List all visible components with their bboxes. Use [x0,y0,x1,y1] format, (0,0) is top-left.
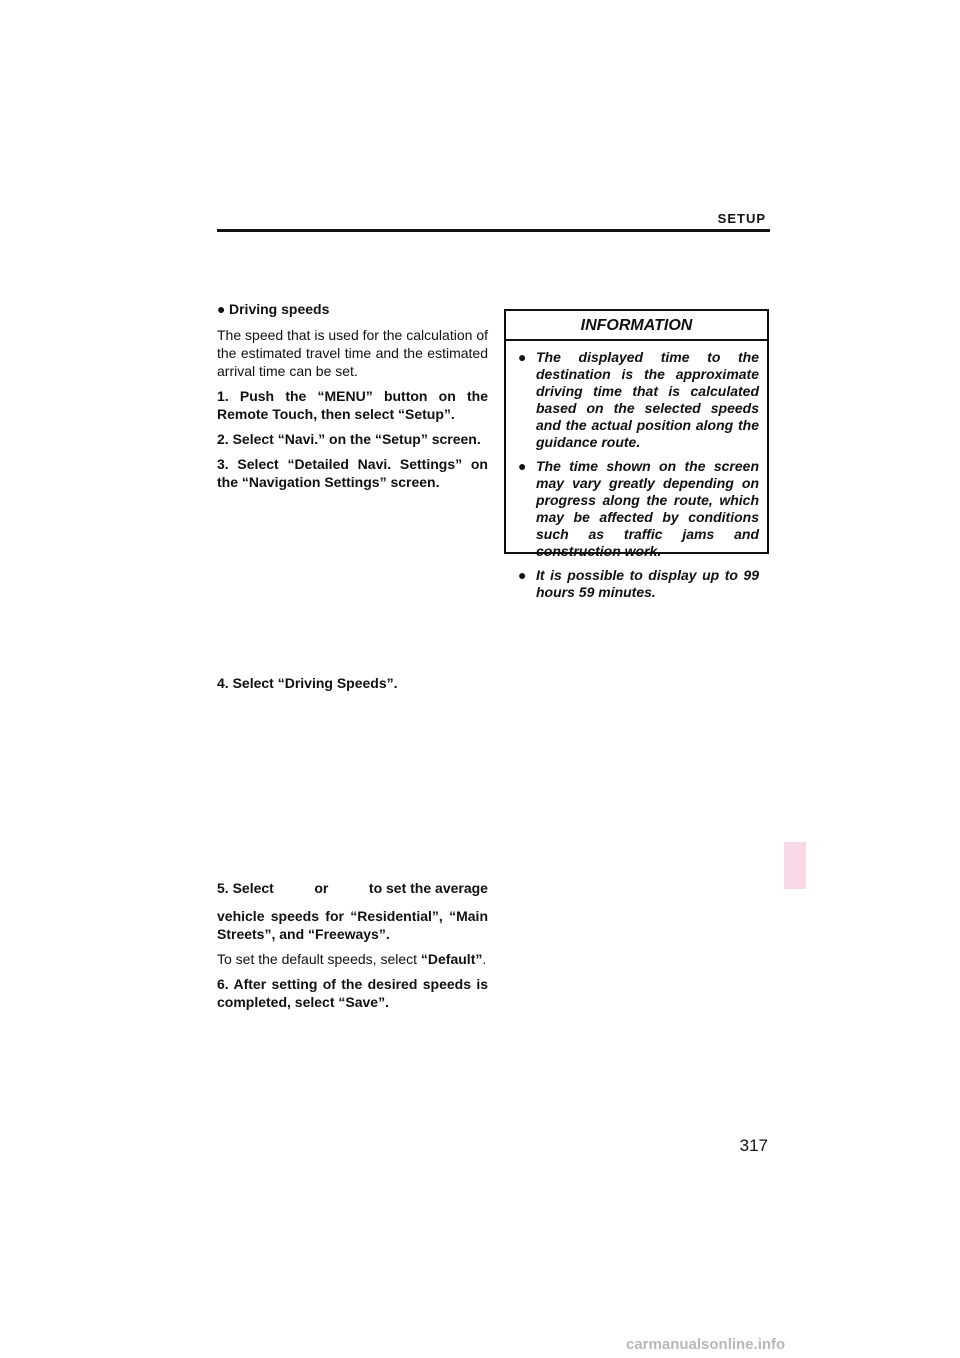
bullet-icon: ● [518,458,527,474]
information-box [504,309,769,600]
step5-or: or [314,880,329,896]
step5-to-set: to set the average [368,880,488,896]
step-1: 1. Push the “MENU” button on the Remote Touch, then select “Setup”. [217,388,488,422]
information-list [506,341,767,601]
information-item: ● It is possible to display up to 99 hours 59 minutes. [518,567,759,600]
page-number: 317 [739,1136,768,1155]
bullet-icon: ● [518,567,527,583]
default-label: “Default” [420,951,483,967]
default-instruction: To set the default speeds, select “Default”. [217,951,487,967]
intro-section [217,300,488,491]
footer-watermark: carmanualsonline.info [626,1336,786,1353]
information-item: ● The time shown on the screen may vary greatly depending on progress along the route, which may be affected by conditions such as traffic jams and construction work. [518,458,759,559]
bullet-heading: ● Driving speeds [217,301,330,317]
header-rule [217,229,770,232]
step-4: 4. Select “Driving Speeds”. [217,675,398,691]
step-3: 3. Select “Detailed Navi. Settings” on the “Navigation Settings” screen. [217,456,488,490]
bullet-icon: ● [217,301,226,317]
section-title: SETUP [717,211,766,226]
information-item: ● The displayed time to the destination is the approximate driving time that is calculated based on the selected speeds and the actual position along the guidance route. [518,349,759,450]
information-title: INFORMATION [506,311,767,341]
intro-text: The speed that is used for the calculation of the estimated travel time and the estimated arrival time can be set. [217,327,488,379]
section-tab-marker [784,842,806,889]
step5-select: 5. Select [217,880,274,896]
step-5 [217,879,488,1011]
step5-text: vehicle speeds for “Residential”, “Main Streets”, and “Freeways”. [217,908,488,942]
step-2: 2. Select “Navi.” on the “Setup” screen. [217,431,481,447]
step-6: 6. After setting of the desired speeds is completed, select “Save”. [217,976,488,1010]
bullet-icon: ● [518,349,527,365]
